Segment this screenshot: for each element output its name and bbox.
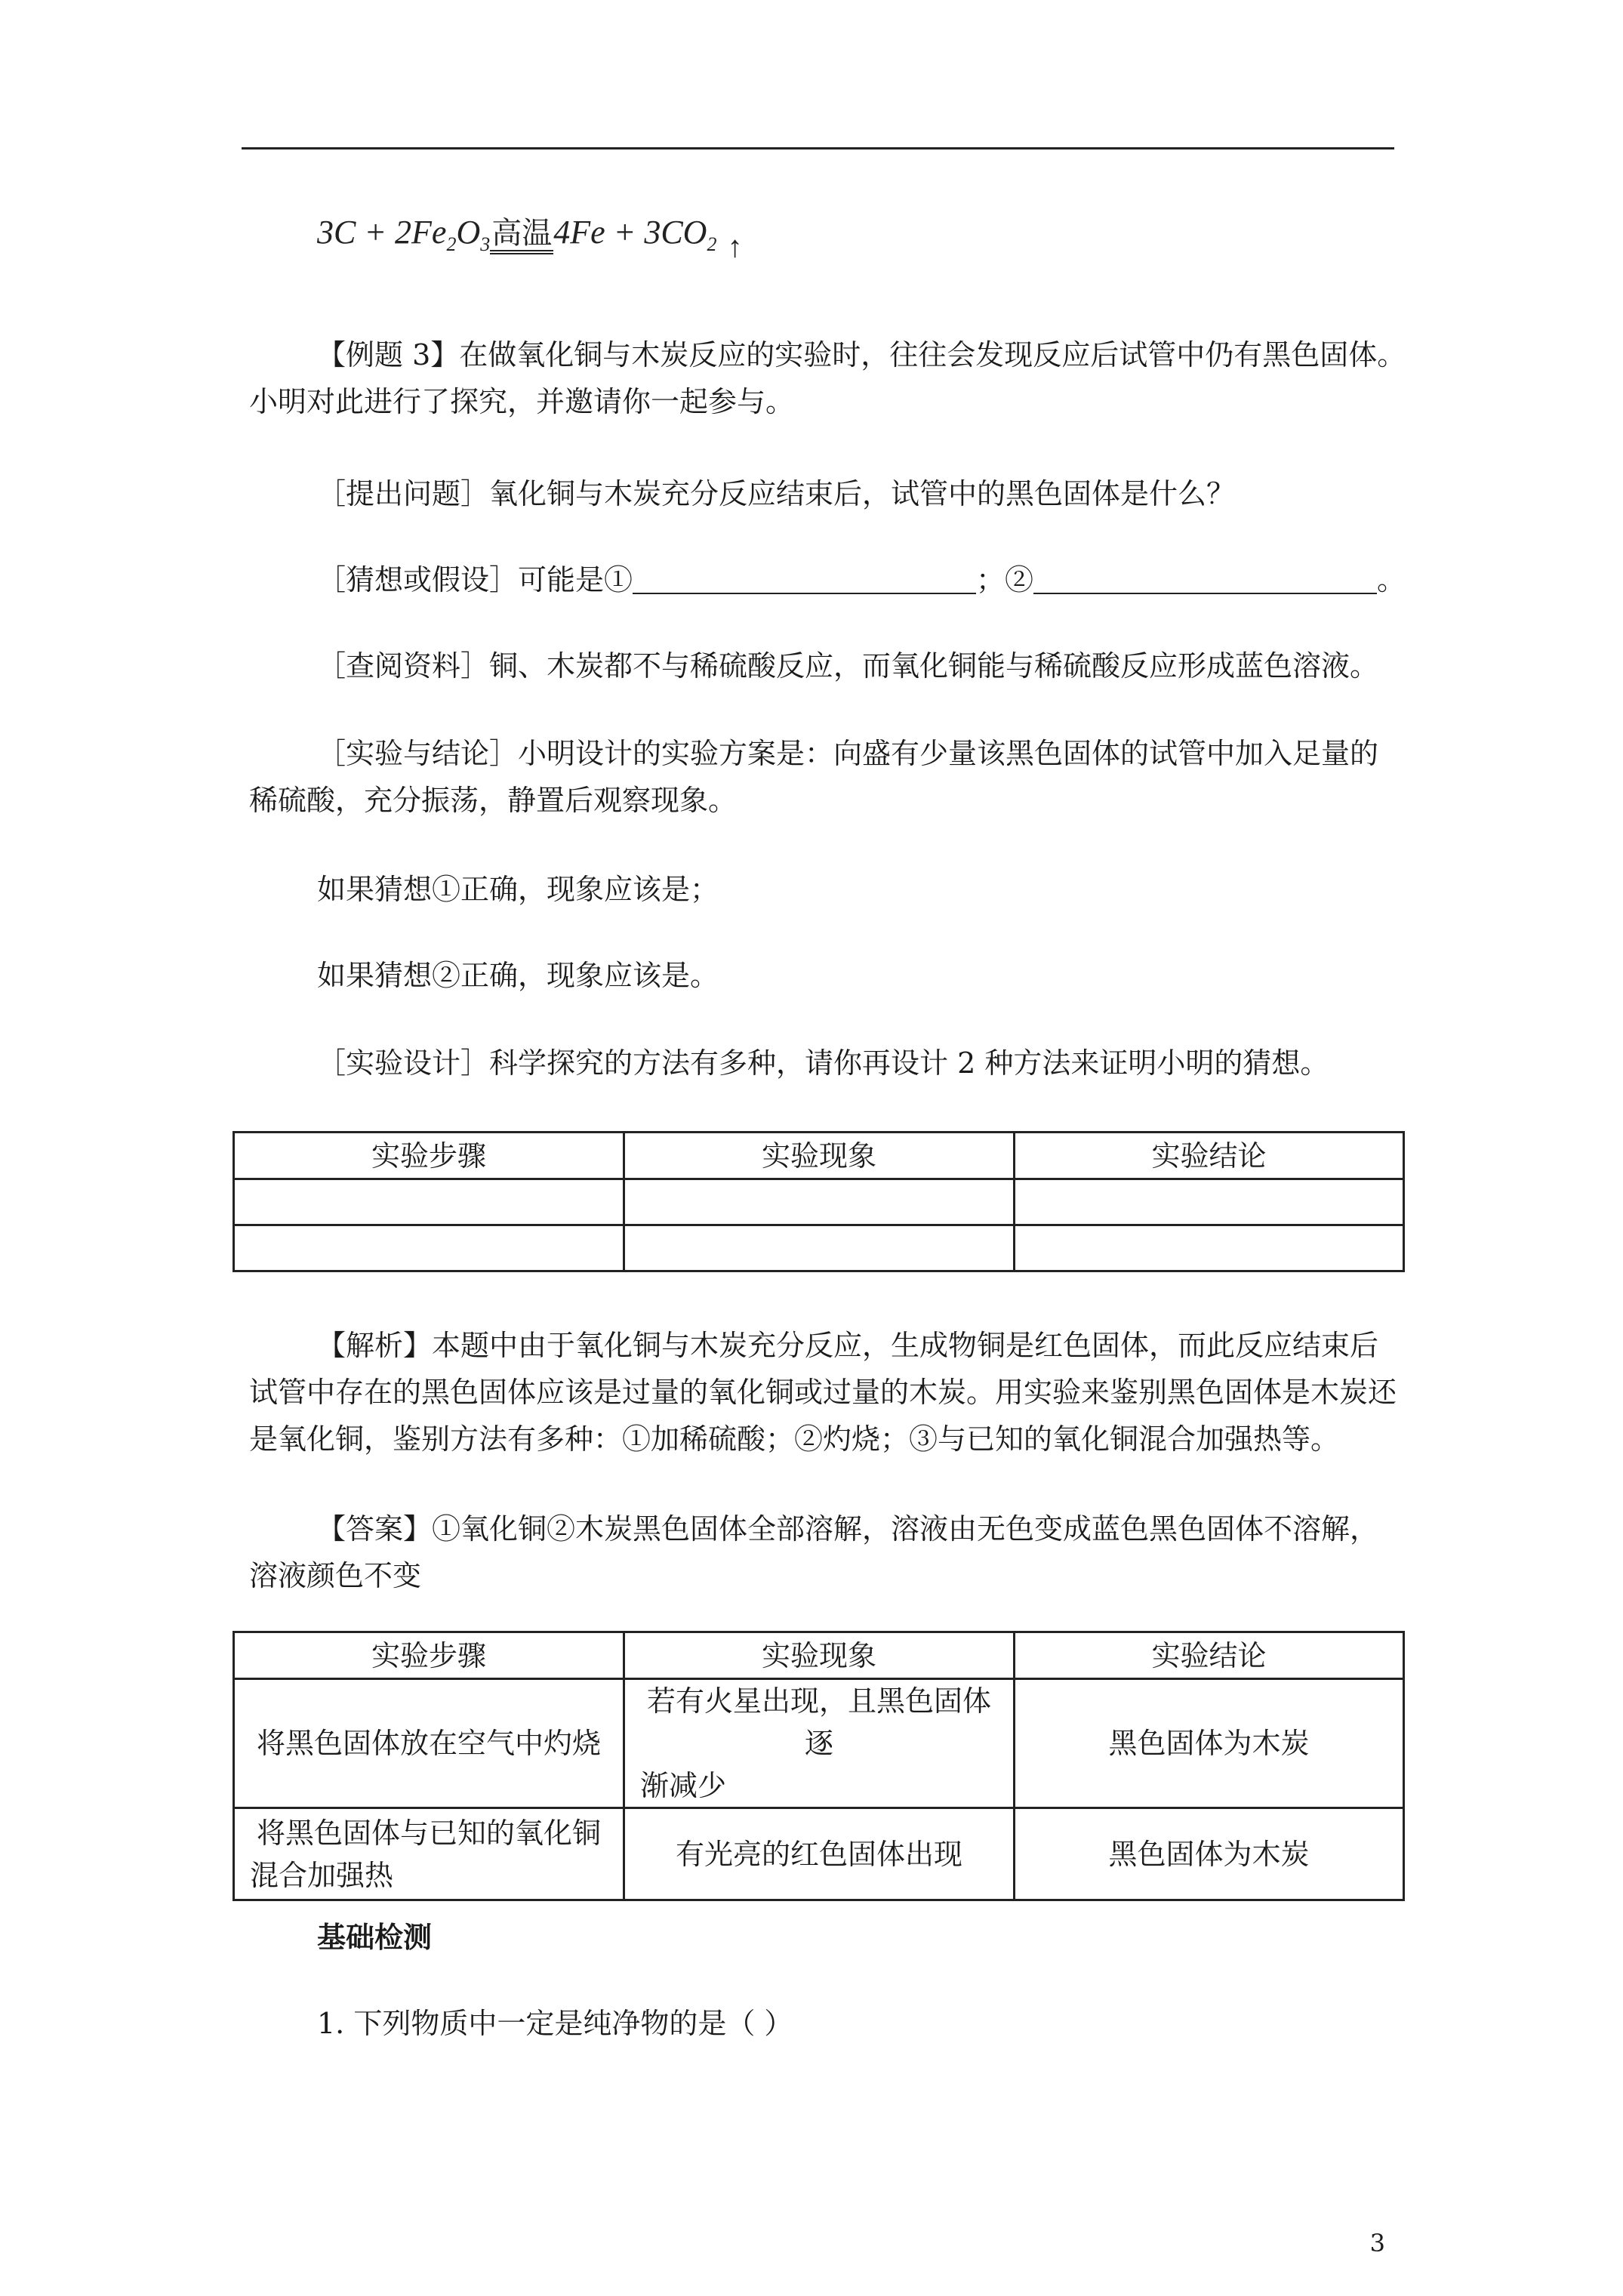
table-cell-phenomenon: 若有火星出现，且黑色固体逐 渐减少 [624, 1679, 1014, 1808]
answer-line2: 溶液颜色不变 [249, 1559, 422, 1592]
section-heading: 基础检测 [317, 1920, 433, 1954]
table-header-conclusion: 实验结论 [1014, 1133, 1403, 1179]
table-cell-blank[interactable] [1014, 1225, 1403, 1271]
if-hypothesis-2: 如果猜想②正确，现象应该是。 [317, 959, 719, 992]
table-cell-step: 将黑色固体与已知的氧化铜 混合加强热 [234, 1808, 624, 1900]
example3-line2: 小明对此进行了探究，并邀请你一起参与。 [249, 385, 795, 418]
page-number: 3 [1369, 2229, 1385, 2257]
experiment-line2: 稀硫酸，充分振荡，静置后观察现象。 [249, 784, 738, 817]
example3-line1: 【例题 3】在做氧化铜与木炭反应的实验时，往往会发现反应后试管中仍有黑色固体。 [317, 338, 1406, 371]
experiment-table-blank [233, 1131, 1405, 1272]
table-header-phenomenon: 实验现象 [624, 1133, 1014, 1179]
design: ［实验设计］科学探究的方法有多种，请你再设计 2 种方法来证明小明的猜想。 [317, 1046, 1329, 1080]
table-header-phenomenon: 实验现象 [624, 1632, 1014, 1679]
experiment-table-answer [233, 1631, 1405, 1901]
hypothesis-blank-1[interactable] [633, 566, 976, 594]
table-cell-phenomenon: 有光亮的红色固体出现 [624, 1808, 1014, 1900]
table-header-step: 实验步骤 [234, 1133, 624, 1179]
reaction-condition: 高温 [490, 217, 553, 254]
table-header-step: 实验步骤 [234, 1632, 624, 1679]
hypothesis-blank-2[interactable] [1033, 566, 1377, 594]
answer-line1: 【答案】①氧化铜②木炭黑色固体全部溶解，溶液由无色变成蓝色黑色固体不溶解， [317, 1512, 1379, 1546]
table-cell-blank[interactable] [624, 1225, 1014, 1271]
table-row [234, 1808, 1404, 1900]
analysis-line2: 试管中存在的黑色固体应该是过量的氧化铜或过量的木炭。用实验来鉴别黑色固体是木炭还 [249, 1376, 1397, 1409]
question-1: 1. 下列物质中一定是纯净物的是（ ） [317, 2007, 793, 2040]
experiment-line1: ［实验与结论］小明设计的实验方案是：向盛有少量该黑色固体的试管中加入足量的 [317, 737, 1379, 770]
table-cell-blank[interactable] [234, 1225, 624, 1271]
if-hypothesis-1: 如果猜想①正确，现象应该是； [317, 873, 719, 906]
reference: ［查阅资料］铜、木炭都不与稀硫酸反应，而氧化铜能与稀硫酸反应形成蓝色溶液。 [317, 649, 1379, 683]
header-rule [242, 147, 1394, 149]
table-cell-blank[interactable] [624, 1179, 1014, 1225]
analysis-line3: 是氧化铜，鉴别方法有多种：①加稀硫酸；②灼烧；③与已知的氧化铜混合加强热等。 [249, 1422, 1340, 1456]
gas-arrow: ↑ [727, 230, 743, 264]
table-cell-conclusion: 黑色固体为木炭 [1015, 1808, 1404, 1900]
question: ［提出问题］氧化铜与木炭充分反应结束后，试管中的黑色固体是什么？ [317, 477, 1236, 510]
table-cell-blank[interactable] [234, 1179, 624, 1225]
table-cell-step: 将黑色固体放在空气中灼烧 [234, 1679, 624, 1808]
table-header-conclusion: 实验结论 [1015, 1632, 1404, 1679]
hypothesis: ［猜想或假设］可能是① ；② 。 [317, 563, 1406, 596]
chemical-equation: $3C + 2Fe_2O_3$高温$4Fe + 3CO_2$ ↑ [317, 214, 743, 264]
table-cell-conclusion: 黑色固体为木炭 [1015, 1679, 1404, 1808]
analysis-line1: 【解析】本题中由于氧化铜与木炭充分反应，生成物铜是红色固体，而此反应结束后 [317, 1329, 1379, 1362]
table-cell-blank[interactable] [1014, 1179, 1403, 1225]
table-row [234, 1679, 1404, 1808]
